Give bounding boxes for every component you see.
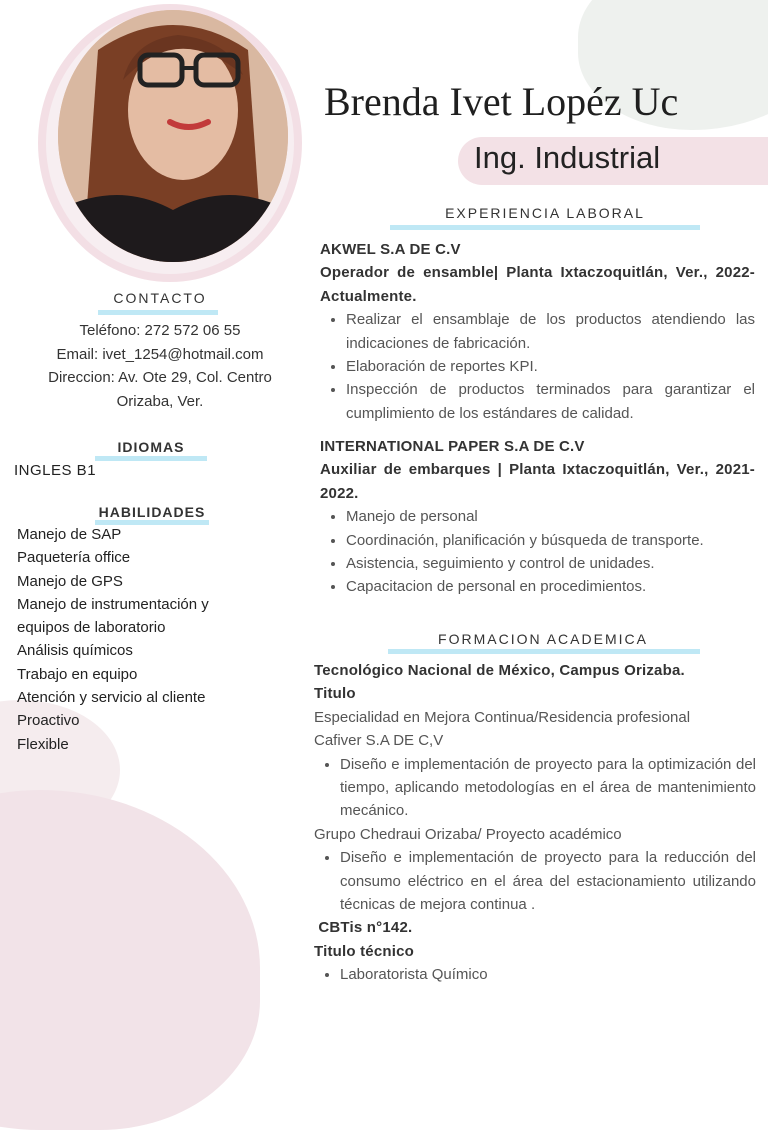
job-akwel xyxy=(320,238,755,425)
education-project-item: • Diseño e implementación de proyecto para la optimización del tiempo, aplicando metodologías en el área de mantenimiento mecánico. xyxy=(340,753,756,823)
contact-email: Email: ivet_1254@hotmail.com xyxy=(56,345,264,363)
education-degree: Titulo técnico xyxy=(314,942,415,960)
skill-item: Manejo de SAP xyxy=(17,526,122,543)
skill-item: Manejo de GPS xyxy=(17,572,123,590)
education-project-org: Cafiver S.A DE C,V xyxy=(314,732,444,750)
education-project-list xyxy=(314,846,756,916)
contact-phone: Teléfono: 272 572 06 55 xyxy=(79,322,241,339)
languages-list xyxy=(14,459,96,482)
languages-heading-underline xyxy=(95,456,207,461)
job-company: INTERNATIONAL PAPER S.A DE C.V xyxy=(320,438,585,455)
education-project-list xyxy=(314,753,756,823)
skill-item: Manejo de instrumentación y xyxy=(17,595,209,613)
job-international-paper xyxy=(320,435,755,599)
profile-photo xyxy=(58,10,288,262)
candidate-name: Brenda Ivet Lopéz Uc xyxy=(324,79,679,124)
education-specialty: Especialidad en Mejora Continua/Residencia profesional xyxy=(314,708,691,726)
education-school: Tecnológico Nacional de México, Campus Orizaba. xyxy=(314,662,685,679)
experience-heading-underline xyxy=(390,225,700,230)
skill-item: equipos de laboratorio xyxy=(17,619,166,637)
job-duties-list xyxy=(320,308,755,425)
skill-item: Flexible xyxy=(17,735,69,753)
skills-heading: HABILIDADES xyxy=(98,504,206,520)
education-project-item: • Diseño e implementación de proyecto para la reducción del consumo eléctrico en el área del estacionamiento utilizando técnicas de mejora continua . xyxy=(340,846,756,916)
contact-heading: CONTACTO xyxy=(113,290,207,306)
education-project-org: Grupo Chedraui Orizaba/ Proyecto académico xyxy=(314,825,622,843)
education-school: CBTis n°142. xyxy=(314,919,413,937)
contact-heading-underline xyxy=(98,310,218,315)
job-role: Operador de ensamble| Planta Ixtaczoquitlán, Ver., 2022-Actualmente. xyxy=(320,264,755,305)
skill-item: Análisis químicos xyxy=(17,642,133,660)
skill-item: Paquetería office xyxy=(17,549,131,567)
experience-heading: EXPERIENCIA LABORAL xyxy=(445,205,645,221)
job-duty: • Asistencia, seguimiento y control de unidades. xyxy=(346,552,755,575)
education-section xyxy=(314,659,756,987)
job-duties-list xyxy=(320,505,755,599)
job-duty: • Coordinación, planificación y búsqueda de transporte. xyxy=(346,529,755,552)
candidate-title: Ing. Industrial xyxy=(474,140,661,175)
job-duty: • Elaboración de reportes KPI. xyxy=(346,355,755,378)
education-degree-item: • Laboratorista Químico xyxy=(340,963,756,986)
language-item: INGLES B1 xyxy=(14,462,97,479)
skill-item: Proactivo xyxy=(17,712,80,730)
contact-address-line2: Orizaba, Ver. xyxy=(116,392,204,410)
skill-item: Trabajo en equipo xyxy=(17,665,138,683)
education-degree-list xyxy=(314,963,756,986)
education-heading: FORMACION ACADEMICA xyxy=(438,631,648,647)
job-duty: • Inspección de productos terminados para garantizar el cumplimiento de los estándares de calidad. xyxy=(346,378,755,425)
education-degree: Titulo xyxy=(314,685,356,703)
job-duty: • Capacitacion de personal en procedimientos. xyxy=(346,575,755,598)
skills-list xyxy=(17,523,209,756)
languages-heading: IDIOMAS xyxy=(117,439,185,455)
job-role: Auxiliar de embarques | Planta Ixtaczoquitlán, Ver., 2021-2022. xyxy=(320,461,755,502)
job-company: AKWEL S.A DE C.V xyxy=(320,241,461,258)
job-duty: • Manejo de personal xyxy=(346,505,755,528)
contact-address-line1: Direccion: Av. Ote 29, Col. Centro xyxy=(48,369,272,386)
education-heading-underline xyxy=(388,649,700,654)
decorative-blob-left xyxy=(0,790,260,1130)
skill-item: Atención y servicio al cliente xyxy=(17,689,206,707)
contact-details xyxy=(20,319,300,413)
job-duty: • Realizar el ensamblaje de los productos atendiendo las indicaciones de fabricación. xyxy=(346,308,755,355)
